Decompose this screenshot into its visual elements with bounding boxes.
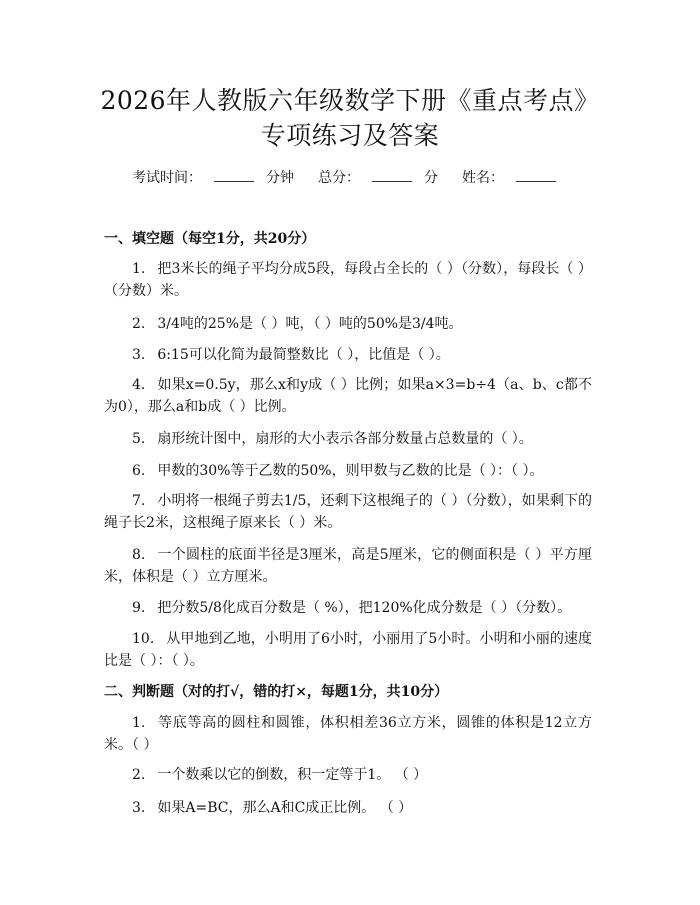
- question-text: 3/4吨的25%是（ ）吨，（ ）吨的50%是3/4吨。: [157, 316, 463, 332]
- time-label: 考试时间：: [132, 170, 202, 186]
- question-number: 8.: [132, 547, 146, 563]
- question-item: [104, 460, 592, 482]
- score-blank: [372, 169, 412, 182]
- question-text: 从甲地到乙地，小明用了6小时，小丽用了5小时。小明和小丽的速度比是（ ）：（ ）。: [104, 631, 592, 669]
- question-number: 2.: [132, 767, 146, 783]
- question-text: 如果x=0.5y，那么x和y成（ ）比例；如果a×3=b÷4（a、b、c都不为0），那么a和b成（ ）比例。: [104, 377, 592, 415]
- question-text: 把分数5/8化成百分数是（ %），把120%化成分数是（ ）（分数）。: [157, 600, 572, 616]
- question-number: 7.: [132, 493, 146, 509]
- question-text: 一个数乘以它的倒数，积一定等于1。 （ ）: [157, 767, 428, 783]
- section-heading-true-false: 二、判断题（对的打√，错的打×，每题1分，共10分）: [104, 684, 449, 700]
- score-unit: 分: [424, 170, 438, 186]
- question-number: 3.: [132, 800, 146, 816]
- question-item: [104, 344, 592, 366]
- time-blank: [214, 169, 254, 182]
- question-item: [104, 797, 592, 819]
- question-text: 一个圆柱的底面半径是3厘米，高是5厘米，它的侧面积是（ ）平方厘米，体积是（ ）立方厘米。: [104, 547, 592, 585]
- question-number: 3.: [132, 347, 146, 363]
- question-item: [104, 544, 592, 588]
- score-field: [318, 170, 438, 186]
- name-field: [462, 170, 568, 186]
- question-item: [104, 712, 592, 756]
- question-item: [104, 374, 592, 418]
- score-label: 总分：: [318, 170, 360, 186]
- question-number: 2.: [132, 316, 146, 332]
- exam-meta-line: [0, 168, 700, 188]
- question-text: 甲数的30%等于乙数的50%，则甲数与乙数的比是（ ）：（ ）。: [157, 463, 544, 479]
- name-label: 姓名：: [462, 170, 504, 186]
- page-title: 2026年人教版六年级数学下册《重点考点》: [100, 86, 600, 115]
- question-number: 1.: [132, 261, 146, 277]
- question-item: [104, 313, 592, 335]
- time-unit: 分钟: [266, 170, 294, 186]
- question-text: 6:15可以化简为最简整数比（ ），比值是（ ）。: [157, 347, 450, 363]
- question-number: 10.: [132, 631, 155, 647]
- name-blank: [516, 169, 556, 182]
- question-item: [104, 597, 592, 619]
- question-number: 5.: [132, 431, 146, 447]
- question-text: 如果A=BC，那么A和C成正比例。 （ ）: [157, 800, 413, 816]
- question-text: 把3米长的绳子平均分成5段，每段占全长的（ ）（分数），每段长（ ）（分数）米。: [104, 261, 592, 299]
- question-item: [104, 428, 592, 450]
- question-number: 9.: [132, 600, 146, 616]
- question-number: 6.: [132, 463, 146, 479]
- section-heading-fill-blank: 一、填空题（每空1分，共20分）: [104, 231, 316, 247]
- question-number: 4.: [132, 377, 146, 393]
- page-subtitle: 专项练习及答案: [260, 121, 440, 150]
- question-item: [104, 490, 592, 534]
- question-text: 等底等高的圆柱和圆锥，体积相差36立方米，圆锥的体积是12立方米。（ ）: [104, 715, 592, 753]
- question-item: [104, 628, 592, 672]
- question-item: [104, 764, 592, 786]
- question-text: 小明将一根绳子剪去1/5，还剩下这根绳子的（ ）（分数），如果剩下的绳子长2米，这根绳子原来长（ ）米。: [104, 493, 592, 531]
- question-number: 1.: [132, 715, 146, 731]
- question-text: 扇形统计图中，扇形的大小表示各部分数量占总数量的（ ）。: [157, 431, 533, 447]
- time-field: [132, 170, 294, 186]
- question-item: [104, 258, 592, 302]
